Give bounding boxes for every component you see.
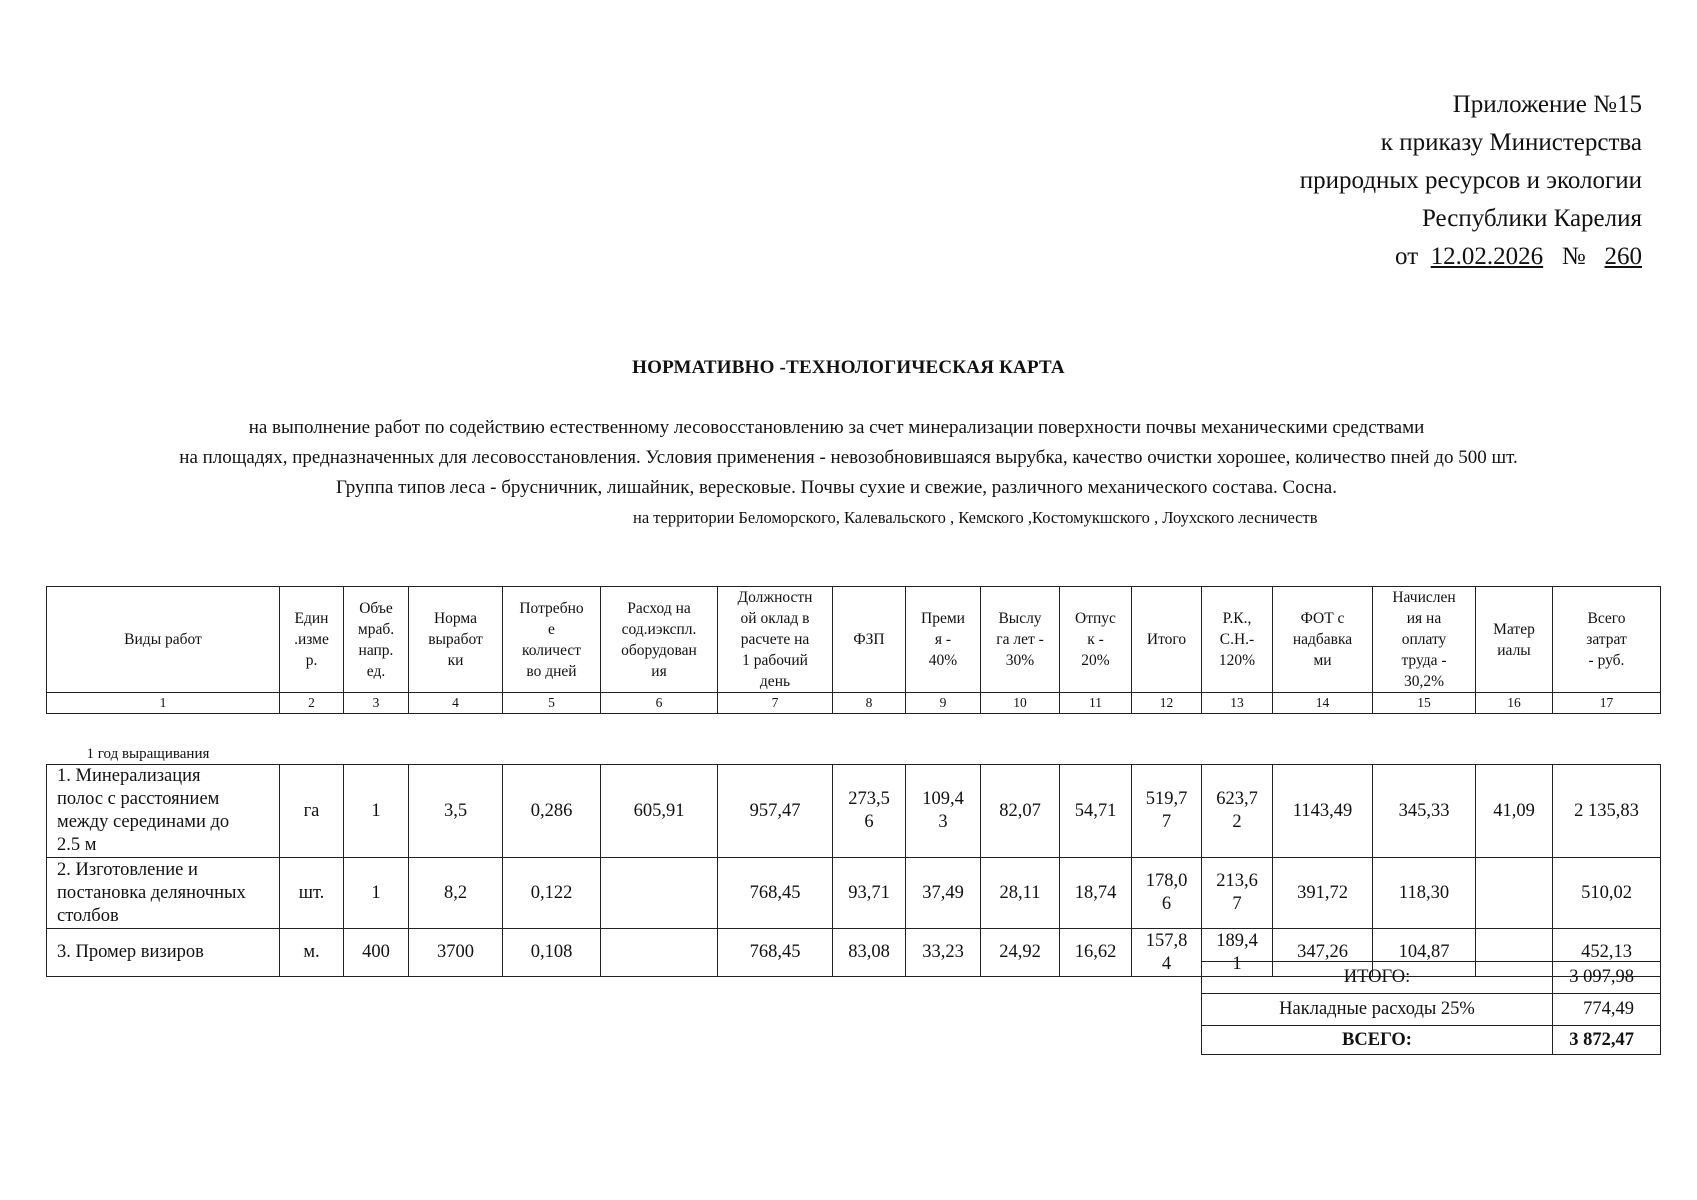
order-date: 12.02.2026 — [1430, 243, 1544, 270]
table-cell: 768,45 — [718, 858, 833, 929]
subtitle-line-3: Группа типов леса - брусничник, лишайник, вересковые. Почвы сухие и свежие, различного механического состава. Сосна. — [336, 477, 1337, 498]
vsego-value: 3 872,47 — [1553, 1026, 1661, 1055]
column-header: Выслу га лет - 30% — [981, 587, 1060, 693]
column-number: 10 — [981, 693, 1060, 714]
table-row — [47, 765, 1661, 858]
totals-row-overhead — [1202, 994, 1661, 1026]
column-header: Потребно е количест во дней — [503, 587, 601, 693]
table-cell: 33,23 — [906, 929, 981, 977]
column-number: 3 — [344, 693, 409, 714]
table-cell: 0,108 — [503, 929, 601, 977]
column-header: Р.К., С.Н.- 120% — [1202, 587, 1273, 693]
table-cell: 82,07 — [981, 765, 1060, 858]
table-cell: 623,7 2 — [1202, 765, 1273, 858]
work-type-cell: 1. Минерализация полос с расстоянием между серединами до 2.5 м — [47, 765, 280, 858]
table-cell: 768,45 — [718, 929, 833, 977]
table-cell: 0,286 — [503, 765, 601, 858]
totals-row-itogo — [1202, 962, 1661, 994]
totals-table — [1201, 961, 1661, 1055]
column-header: Итого — [1132, 587, 1202, 693]
table-cell: 93,71 — [833, 858, 906, 929]
order-number: 260 — [1604, 243, 1642, 270]
work-type-cell: 2. Изготовление и постановка деляночных столбов — [47, 858, 280, 929]
table-cell: 605,91 — [601, 765, 718, 858]
column-number: 17 — [1553, 693, 1661, 714]
column-header: Матер иалы — [1476, 587, 1553, 693]
table-cell: 37,49 — [906, 858, 981, 929]
column-number: 8 — [833, 693, 906, 714]
table-cell: 213,6 7 — [1202, 858, 1273, 929]
column-number: 15 — [1373, 693, 1476, 714]
column-header: Должностн ой оклад в расчете на 1 рабочий день — [718, 587, 833, 693]
column-number: 16 — [1476, 693, 1553, 714]
column-number: 5 — [503, 693, 601, 714]
table-cell: 54,71 — [1060, 765, 1132, 858]
number-sign: № — [1561, 243, 1586, 270]
table-cell: 345,33 — [1373, 765, 1476, 858]
table-cell: 347,26 — [1273, 929, 1373, 977]
column-number: 13 — [1202, 693, 1273, 714]
table-cell: 189,4 1 — [1202, 929, 1273, 977]
column-header: Расход на сод.иэкспл. оборудован ия — [601, 587, 718, 693]
totals-row-vsego — [1202, 1026, 1661, 1055]
column-header: Виды работ — [47, 587, 280, 693]
table-cell: 16,62 — [1060, 929, 1132, 977]
table-cell: 104,87 — [1373, 929, 1476, 977]
table-cell: 41,09 — [1476, 765, 1553, 858]
column-number: 1 — [47, 693, 280, 714]
table-cell: 24,92 — [981, 929, 1060, 977]
table-cell: 28,11 — [981, 858, 1060, 929]
table-row — [47, 858, 1661, 929]
table-cell: 157,8 4 — [1132, 929, 1202, 977]
table-cell: 1 — [344, 858, 409, 929]
table-cell: 400 — [344, 929, 409, 977]
table-cell: 83,08 — [833, 929, 906, 977]
table-cell: м. — [280, 929, 344, 977]
column-header: Объе мраб. напр. ед. — [344, 587, 409, 693]
column-header: Отпус к - 20% — [1060, 587, 1132, 693]
column-header: Всего затрат - руб. — [1553, 587, 1661, 693]
section-label: 1 год выращивания — [86, 746, 210, 762]
column-number: 7 — [718, 693, 833, 714]
spacer-row — [47, 714, 1661, 745]
table-cell — [601, 929, 718, 977]
table-cell: 957,47 — [718, 765, 833, 858]
column-header: Норма выработ ки — [409, 587, 503, 693]
table-cell: 519,7 7 — [1132, 765, 1202, 858]
date-prefix: от — [1395, 243, 1419, 270]
column-number: 14 — [1273, 693, 1373, 714]
table-cell — [1476, 858, 1553, 929]
appendix-date-line — [1300, 238, 1642, 276]
table-cell: 118,30 — [1373, 858, 1476, 929]
column-number-row — [47, 693, 1661, 714]
header-row — [47, 587, 1661, 693]
table-cell: 18,74 — [1060, 858, 1132, 929]
spacer — [47, 714, 1661, 745]
table-cell: га — [280, 765, 344, 858]
column-number: 4 — [409, 693, 503, 714]
subtitle-territory: на территории Беломорского, Калевальского , Кемского ,Костомукшского , Лоухского лесничеств — [633, 508, 1318, 527]
overhead-value: 774,49 — [1553, 994, 1661, 1026]
table-cell: 391,72 — [1273, 858, 1373, 929]
table-cell: 8,2 — [409, 858, 503, 929]
subtitle-line-1: на выполнение работ по содействию естественному лесовосстановлению за счет минерализации поверхности почвы механическими средствами — [248, 417, 1425, 438]
cost-table-body — [47, 587, 1661, 977]
column-number: 9 — [906, 693, 981, 714]
cost-table — [46, 586, 1661, 977]
itogo-value: 3 097,98 — [1553, 962, 1661, 994]
appendix-block — [1300, 86, 1642, 276]
column-number: 12 — [1132, 693, 1202, 714]
column-header: ФЗП — [833, 587, 906, 693]
column-header: Преми я - 40% — [906, 587, 981, 693]
table-cell: 0,122 — [503, 858, 601, 929]
table-cell: 2 135,83 — [1553, 765, 1661, 858]
table-cell: шт. — [280, 858, 344, 929]
table-cell: 3,5 — [409, 765, 503, 858]
table-cell: 1143,49 — [1273, 765, 1373, 858]
table-cell: 109,4 3 — [906, 765, 981, 858]
appendix-line-1: Приложение №15 — [1452, 91, 1642, 118]
column-header: ФОТ с надбавка ми — [1273, 587, 1373, 693]
table-cell — [601, 858, 718, 929]
document-title: НОРМАТИВНО -ТЕХНОЛОГИЧЕСКАЯ КАРТА — [632, 357, 1065, 378]
column-number: 2 — [280, 693, 344, 714]
column-number: 11 — [1060, 693, 1132, 714]
overhead-label: Накладные расходы 25% — [1202, 994, 1553, 1026]
appendix-line-4: Республики Карелия — [1421, 205, 1642, 232]
table-cell: 178,0 6 — [1132, 858, 1202, 929]
subtitle-line-2: на площадях, предназначенных для лесовосстановления. Условия применения - невозобновившаяся вырубка, качество очистки хорошее, количество пней до 500 шт. — [179, 447, 1518, 468]
table-cell: 1 — [344, 765, 409, 858]
column-number: 6 — [601, 693, 718, 714]
itogo-label: ИТОГО: — [1202, 962, 1553, 994]
appendix-line-3: природных ресурсов и экологии — [1299, 167, 1642, 194]
column-header: Един .изме р. — [280, 587, 344, 693]
table-cell: 3700 — [409, 929, 503, 977]
work-type-cell: 3. Промер визиров — [47, 929, 280, 977]
vsego-label: ВСЕГО: — [1202, 1026, 1553, 1055]
appendix-line-2: к приказу Министерства — [1380, 129, 1642, 156]
table-cell: 510,02 — [1553, 858, 1661, 929]
section-row — [47, 744, 1661, 765]
table-cell: 273,5 6 — [833, 765, 906, 858]
column-header: Начислен ия на оплату труда - 30,2% — [1373, 587, 1476, 693]
table-cell: 452,13 — [1553, 929, 1661, 977]
